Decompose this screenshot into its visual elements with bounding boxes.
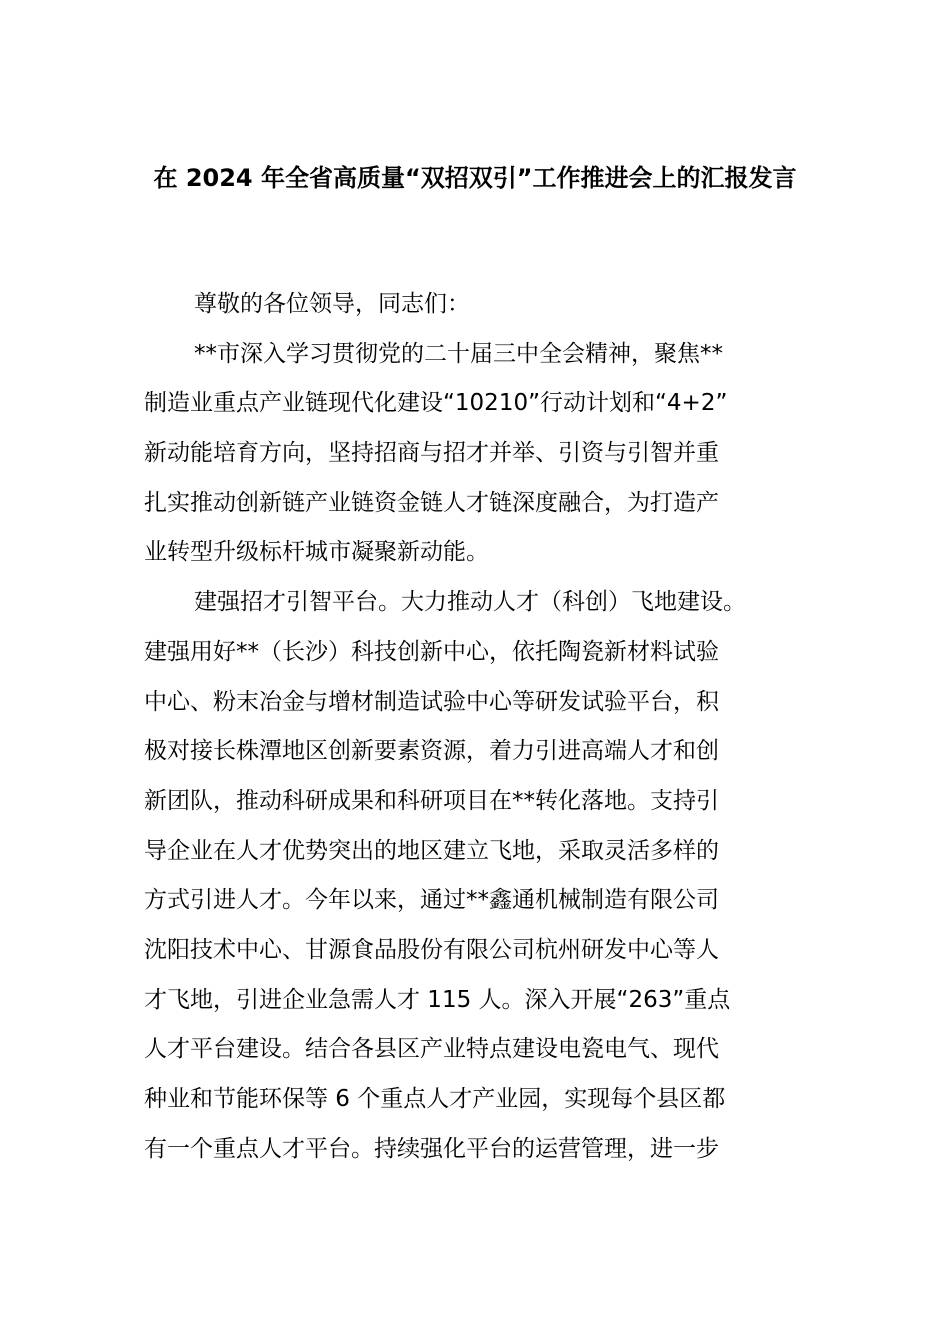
- paragraph-line: 人才平台建设。结合各县区产业特点建设电瓷电气、现代: [144, 1036, 719, 1063]
- paragraph-line: 种业和节能环保等 6 个重点人才产业园，实现每个县区都: [144, 1086, 726, 1112]
- paragraph-line: 沈阳技术中心、甘源食品股份有限公司杭州研发中心等人: [144, 936, 719, 963]
- paragraph-line: 导企业在人才优势突出的地区建立飞地，采取灵活多样的: [144, 837, 719, 864]
- paragraph-line: 新团队，推动科研成果和科研项目在**转化落地。支持引: [144, 787, 719, 814]
- document-body: [144, 280, 824, 1174]
- paragraph-line: 建强招才引智平台。大力推动人才（科创）飞地建设。: [194, 589, 746, 616]
- document-title: 在 2024 年全省高质量“双招双引”工作推进会上的汇报发言: [153, 164, 797, 192]
- paragraph-line: 有一个重点人才平台。持续强化平台的运营管理，进一步: [144, 1135, 719, 1162]
- paragraph-line: 业转型升级标杆城市凝聚新动能。: [144, 539, 489, 566]
- paragraph-line: 扎实推动创新链产业链资金链人才链深度融合，为打造产: [144, 489, 719, 516]
- paragraph-line: 制造业重点产业链现代化建设“10210”行动计划和“4+2”: [144, 390, 728, 417]
- paragraph-line: 极对接长株潭地区创新要素资源，着力引进高端人才和创: [144, 738, 719, 765]
- paragraph-line: 才飞地，引进企业急需人才 115 人。深入开展“263”重点: [144, 986, 731, 1013]
- paragraph-line: 建强用好**（长沙）科技创新中心，依托陶瓷新材料试验: [144, 638, 719, 665]
- salutation-line: 尊敬的各位领导，同志们：: [194, 291, 470, 317]
- paragraph-line: 中心、粉末冶金与增材制造试验中心等研发试验平台，积: [144, 688, 719, 715]
- paragraph-line: 方式引进人才。今年以来，通过**鑫通机械制造有限公司: [144, 887, 719, 914]
- paragraph-line: **市深入学习贯彻党的二十届三中全会精神，聚焦**: [194, 340, 723, 367]
- paragraph-line: 新动能培育方向，坚持招商与招才并举、引资与引智并重: [144, 440, 719, 467]
